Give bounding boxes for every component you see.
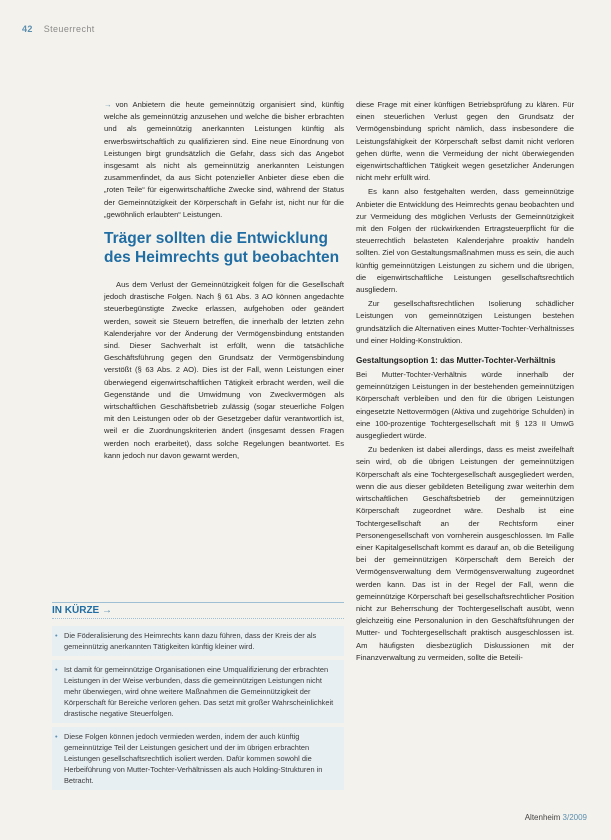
body-paragraph: Aus dem Verlust der Gemeinnützigkeit folgen für die Gesellschaft jedoch drastische Folgen. Nach § 61 Abs. 3 AO können angedachte steuerbegünstigte Zwecke erlassen, aufgehoben oder geändert werden, soweit sie Steuern betreffen, die innerhalb der letzten zehn Kalenderjahre vor der Änderung der Vermögensbindung entstanden sind. Dieser Sachverhalt ist erfüllt, wenn die tatsächliche Geschäftsführung gegen den Grundsatz der Vermögensbindung verstößt (§ 63 Abs. 2 AO). Dies ist der Fall, wenn Leistungen einer überwiegend eigenwirtschaftlichen Tätigkeit erbracht werden, weil die Gegenstände und die Umwidmung von Zweckvermögen als wirtschaftlichen Geschäftsbetrieb zulässig (sogar steuerliche Folgen mit den Leistungen oder ob der Gesetzgeber dafür verantwortlich ist, weil er die Zuordnungskriterien ändert (insgesamt dessen Fragen werden noch erarbeitet), dass solche Regelungen beantwortet. Es kann jedoch nur davon gewarnt werden, [104,280,344,460]
issue-number: 3/2009 [562,813,587,822]
right-paragraph-4: Bei Mutter-Tochter-Verhältnis würde innerhalb der gemeinnützigen Leistungen in der bestehenden gemeinnützigen Körperschaft verbleiben und den für die übrigen Leistungen eingesetzte Nettovermögen (Aktiva und zugehörige Schulden) in eine 100-prozentige Tochtergesellschaft mit § 123 II UmwG ausgegliedert würde. [356,370,574,441]
right-paragraph-3: Zur gesellschaftsrechtlichen Isolierung schädlicher Leistungen von gemeinnützigen Leistungen bestehen grundsätzlich die Alternativen eines Mutter-Tochter-Verhältnisses und einer Holding-Konstruktion. [356,299,574,345]
article-headline: Träger sollten die Entwicklung des Heimrechts gut beobachten [104,230,340,267]
right-paragraph-2: Es kann also festgehalten werden, dass gemeinnützige Anbieter die Entwicklung des Heimrechts genau beobachten und zur Vermeidung des möglichen Verlusts der Gemeinnützigkeit mit den Folgen der rückwirkenden Ertragsteuerpflicht für die steuerrechtlich belasteten Kalenderjahre proaktiv handeln sollten. Ziel von Gestaltungsmaßnahmen muss es sein, die auch künftig gemeinnützigen Leistungen zu sichern und die übrigen, die eigenwirtschaftliche Leistungen gesellschaftsrechtlich ausgliedern. [356,187,574,295]
continue-arrow-icon: → [104,100,112,109]
page-number: 42 [22,24,33,34]
summary-item: • Ist damit für gemeinnützige Organisationen eine Umqualifizierung der erbrachten Leistungen in der Weise verbunden, dass die gemeinnützigen Leistungen nicht mehr überwiegen, wird ohne weitere Maßnahmen die Gemeinnützigkeit der Körperschaft für Bereiche verloren gehen. Das setzt mit großer Wahrscheinlichkeit drastische negative Steuerfolgen. [52,660,344,723]
summary-divider [52,618,344,619]
right-column [356,99,574,666]
summary-arrow-icon: → [102,605,113,616]
running-head [22,24,95,34]
page-footer [525,813,587,822]
summary-list [52,626,344,794]
summary-item: • Diese Folgen können jedoch vermieden werden, indem der auch künftig gemeinnützige Teil der Leistungen gesichert und der im übrigen erbrachten Leistungen gesellschaftsrechtlich isoliert werden. Dafür kommen sowohl die Herbeiführung von Mutter-Tochter-Verhältnissen als auch Holding-Strukturen in Betracht. [52,727,344,790]
right-paragraph-1: diese Frage mit einer künftigen Betriebsprüfung zu klären. Für einen steuerlichen Verlust gegen den Grundsatz der Vermögensbindung spricht nämlich, dass insbesondere die Leistungsfähigkeit der Körperschaft selbst damit nicht verloren gehen dürfte, wenn die Vermeidung der nicht überwiegenden eigenwirtschaftlichen Tätigkeit wegen gesetzlicher Änderungen nicht mehr erfüllt wird. [356,100,574,183]
summary-box-title [52,602,344,616]
summary-title-text: IN KÜRZE [52,605,100,616]
magazine-name: Altenheim [524,813,561,822]
section-subheading: Gestaltungsoption 1: das Mutter-Tochter-Verhältnis [356,356,556,366]
right-paragraph-5: Zu bedenken ist dabei allerdings, dass es meist zweifelhaft sein wird, ob die übrigen Leistungen der gemeinnützigen Körperschaft als eine Tochtergesellschaft ausgegliedert werden, wenn die aus dieser gebildeten Beteiligung zwar weiterhin dem wirtschaftlichen Geschäftsbetrieb der gemeinnützigen Körperschaft zugeordnet wäre. Deshalb ist eine Tochtergesellschaft an der Rechtsform einer Personengesellschaft von vornherein ausgeschlossen. Im Falle einer Kapitalgesellschaft kommt es darauf an, ob die Beteiligung bei der gemeinnützigen Körperschaft dem Bereich der Vermögensverwaltung dem Vermögensverwaltung zugeordnet werden kann. Das ist in der Regel der Fall, wenn die gemeinnützige Körperschaft bei gesellschaftsrechtlicher Position nicht zur Beherrschung der Tochtergesellschaft ausübt, wenn gleichzeitig eine Personalunion in den Geschäftsführungen der Mutter- und Tochtergesellschaft praktisch ausgeschlossen ist. Am häufigsten diesbezüglich Diskussionen mit der Finanzverwaltung zu vermeiden, sollte die Beteili- [356,445,574,662]
summary-item: • Die Föderalisierung des Heimrechts kann dazu führen, dass der Kreis der als gemeinnützig anerkannten Tätigkeiten künftig kleiner wird. [52,626,344,656]
left-column [104,99,344,464]
intro-paragraph [104,99,344,221]
intro-text: von Anbietern die heute gemeinnützig organisiert sind, künftig welche als gemeinnützig anzusehen und welche die bisher erbrachten und als gemeinnützig anerkannten Leistungen künftig als erwerbswirtschaftlich zu qualifizieren sind. Eine neue Einordnung von Leistungen birgt grundsätzlich die Gefahr, dass sich das Angebot insgesamt als nicht als gemeinnützig anerkannten Leistungen zusammenfindet, da aus Sicht potenzieller Anbieter diese eben die „roten Teile“ für eigenwirtschaftliche Zwecke sind, während der Status der Gemeinnützigkeit der Körperschaft in Gefahr ist, nicht nur für die „gewöhnlich erlaubten“ Leistungen. [104,100,344,219]
section-title: Steuerrecht [43,24,95,34]
